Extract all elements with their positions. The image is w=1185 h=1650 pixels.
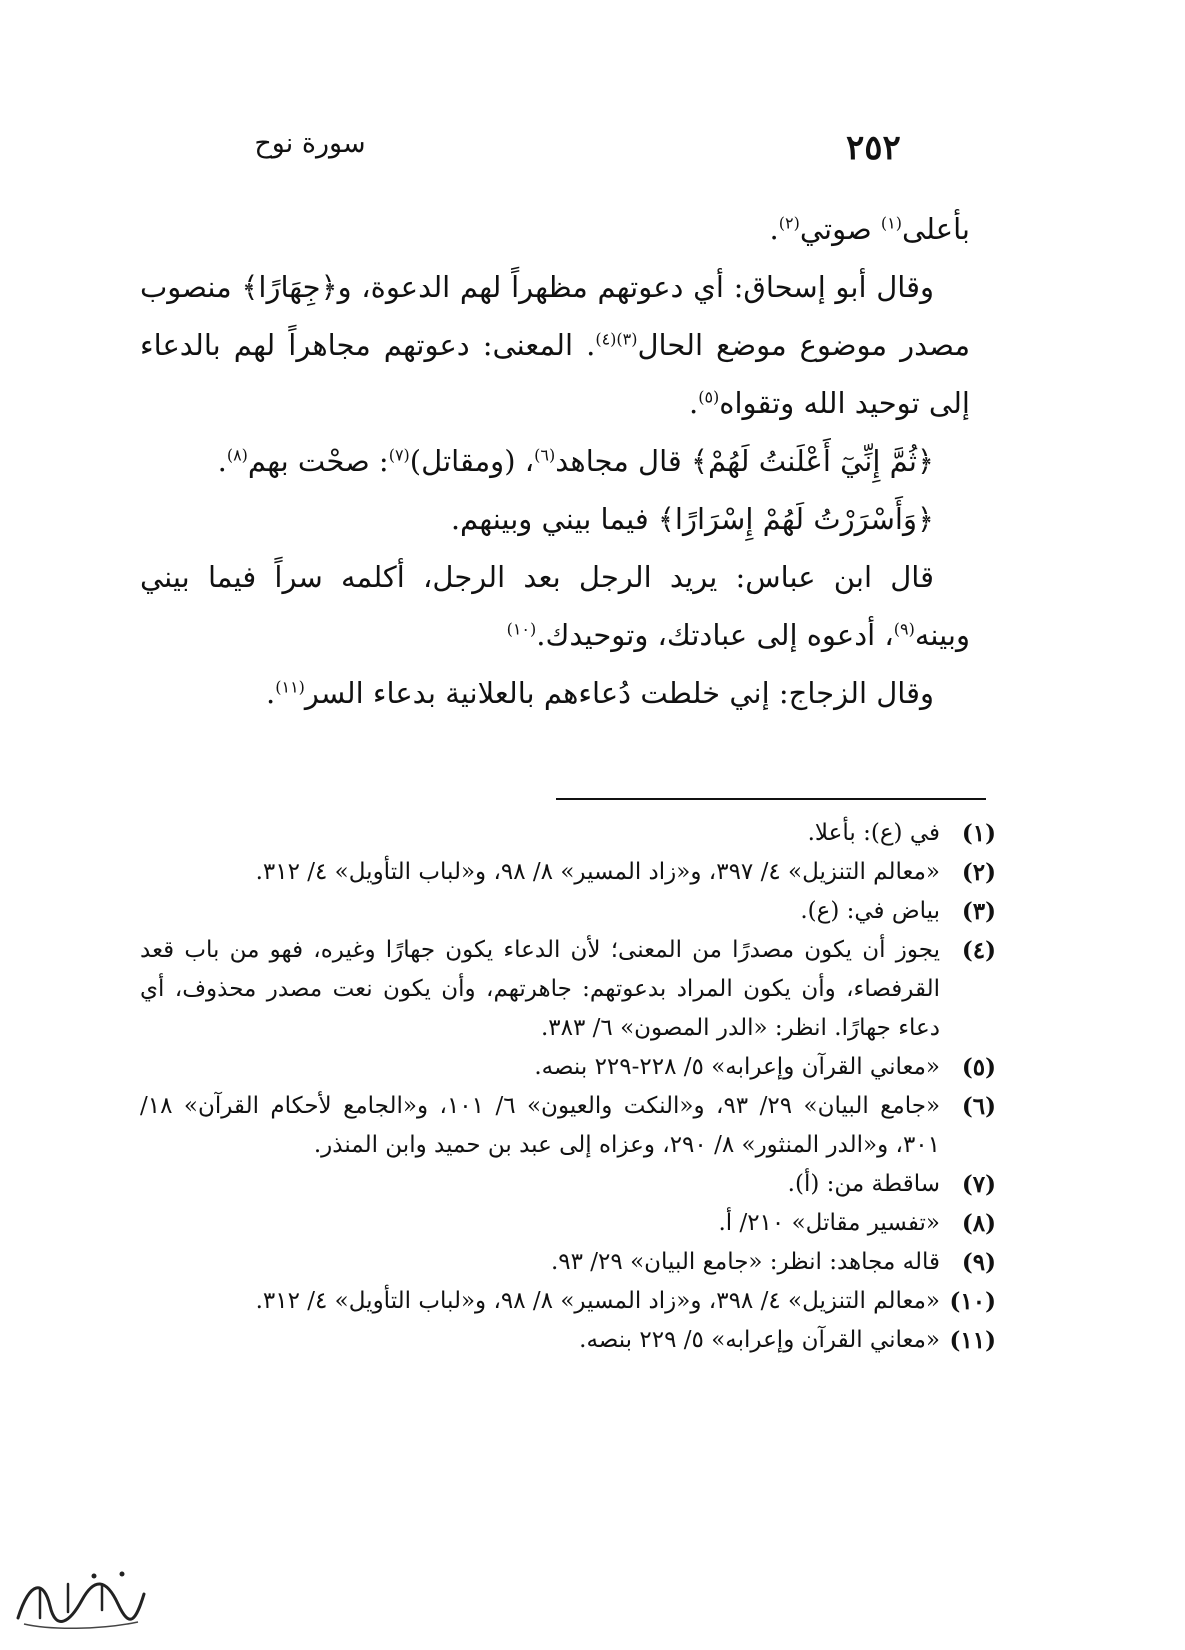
footnote — [140, 814, 996, 853]
footnote — [140, 1165, 996, 1204]
text-run: . المعنى: دعوتهم مجاهراً لهم بالدعاء إلى توحيد الله وتقواه — [140, 328, 970, 420]
footnote-text: «معالم التنزيل» ٤/ ٣٩٨، و«زاد المسير» ٨/ ٩٨، و«لباب التأويل» ٤/ ٣١٢. — [255, 1288, 940, 1314]
footnote-number: (٥) — [961, 1054, 996, 1081]
footnote — [140, 1048, 996, 1087]
footnote-marker: (٣)(٤) — [595, 329, 638, 349]
text-run: وقال الزجاج: إني خلطت دُعاءهم بالعلانية بدعاء السر — [304, 676, 934, 710]
footnote — [140, 1087, 996, 1165]
footnote — [140, 1321, 996, 1360]
paragraph-2 — [140, 258, 970, 432]
footnote-marker: (٧) — [388, 445, 410, 465]
paragraph-5 — [140, 548, 970, 664]
text-run: : صحْت بهم — [247, 444, 389, 478]
footnote-text: يجوز أن يكون مصدرًا من المعنى؛ لأن الدعاء يكون جهارًا وغيره، فهو من باب قعد القرفصاء، وأن يكون المراد بدعوتهم: جاهرتهم، وأن يكون نعت مصدر محذوف، أي دعاء جهارًا. انظر: «الدر المصون» ٦/ ٣٨٣. — [140, 937, 940, 1041]
footnote-text: قاله مجاهد: انظر: «جامع البيان» ٢٩/ ٩٣. — [550, 1249, 940, 1275]
footnote-text: «معاني القرآن وإعرابه» ٥/ ٢٢٩ بنصه. — [579, 1327, 940, 1353]
text-run: ، (ومقاتل) — [409, 444, 535, 478]
footnote-marker: (٥) — [698, 387, 720, 407]
footnote — [140, 1243, 996, 1282]
text-run: قال ابن عباس: يريد الرجل بعد الرجل، أكلمه سراً فيما بيني وبينه — [140, 560, 970, 652]
footnote — [140, 892, 996, 931]
text-run: . — [217, 444, 227, 478]
page-number: ٢٥٢ — [846, 128, 901, 168]
paragraph-1 — [140, 200, 970, 258]
text-run: صوتي — [799, 212, 881, 246]
footnote-number: (٦) — [961, 1093, 996, 1120]
footnote-number: (١١) — [949, 1327, 996, 1354]
footnote-marker: (١) — [880, 213, 903, 233]
footnotes — [140, 814, 996, 1360]
text-run: . — [769, 212, 779, 246]
footnote-marker: (٢) — [778, 213, 800, 233]
footnote-text: ساقطة من: (أ). — [787, 1171, 940, 1197]
footnote-number: (١٠) — [949, 1288, 996, 1315]
paragraph-3 — [140, 432, 970, 490]
text-run: ، أدعوه إلى عبادتك، وتوحيدك. — [536, 618, 894, 652]
footnote-text: بياض في: (ع). — [800, 898, 940, 924]
footnote-number: (٩) — [961, 1249, 996, 1276]
text-run: . — [266, 676, 276, 710]
footnote — [140, 853, 996, 892]
footnote-text: «جامع البيان» ٢٩/ ٩٣، و«النكت والعيون» ٦/ ١٠١، و«الجامع لأحكام القرآن» ١٨/ ٣٠١، و«الدر المنثور» ٨/ ٢٩٠، وعزاه إلى عبد بن حميد وابن المنذر. — [140, 1093, 941, 1158]
footnote-number: (٧) — [961, 1171, 996, 1198]
text-run: ﴿وَأَسْرَرْتُ لَهُمْ إِسْرَارًا﴾ فيما بيني وبينهم. — [450, 502, 934, 536]
footnote-marker: (١١) — [275, 677, 305, 697]
footnote — [140, 931, 996, 1048]
footnote-number: (١) — [961, 820, 996, 847]
main-text — [140, 200, 970, 722]
footnote — [140, 1204, 996, 1243]
footnote — [140, 1282, 996, 1321]
footnote-number: (٤) — [961, 937, 996, 964]
footnote-number: (٣) — [961, 898, 996, 925]
footnote-number: (٢) — [961, 859, 996, 886]
footnote-marker: (٩) — [893, 619, 915, 639]
text-run: بأعلى — [902, 212, 970, 246]
footnote-text: «معاني القرآن وإعرابه» ٥/ ٢٢٨-٢٢٩ بنصه. — [534, 1054, 940, 1080]
publisher-logo — [10, 1560, 150, 1632]
footnote-number: (٨) — [961, 1210, 996, 1237]
text-run: . — [688, 386, 699, 420]
surah-title: سورة نوح — [254, 128, 366, 159]
footnote-marker: (٨) — [226, 445, 248, 465]
text-run: ﴿ثُمَّ إِنِّيٓ أَعْلَنتُ لَهُمْ﴾ قال مجاهد — [555, 444, 934, 478]
footnote-text: في (ع): بأعلا. — [807, 820, 940, 846]
footnote-separator — [556, 798, 986, 800]
footnote-marker: (٦) — [534, 445, 556, 465]
footnote-text: «معالم التنزيل» ٤/ ٣٩٧، و«زاد المسير» ٨/ ٩٨، و«لباب التأويل» ٤/ ٣١٢. — [255, 859, 940, 885]
footnote-marker: (١٠) — [506, 619, 537, 639]
paragraph-6 — [140, 664, 970, 722]
footnote-text: «تفسير مقاتل» ٢١٠/ أ. — [718, 1210, 940, 1236]
paragraph-4 — [140, 490, 970, 548]
text-run: وقال أبو إسحاق: أي دعوتهم مظهراً لهم الدعوة، و﴿جِهَارًا﴾ منصوب مصدر موضوع موضع الحال — [140, 270, 970, 362]
